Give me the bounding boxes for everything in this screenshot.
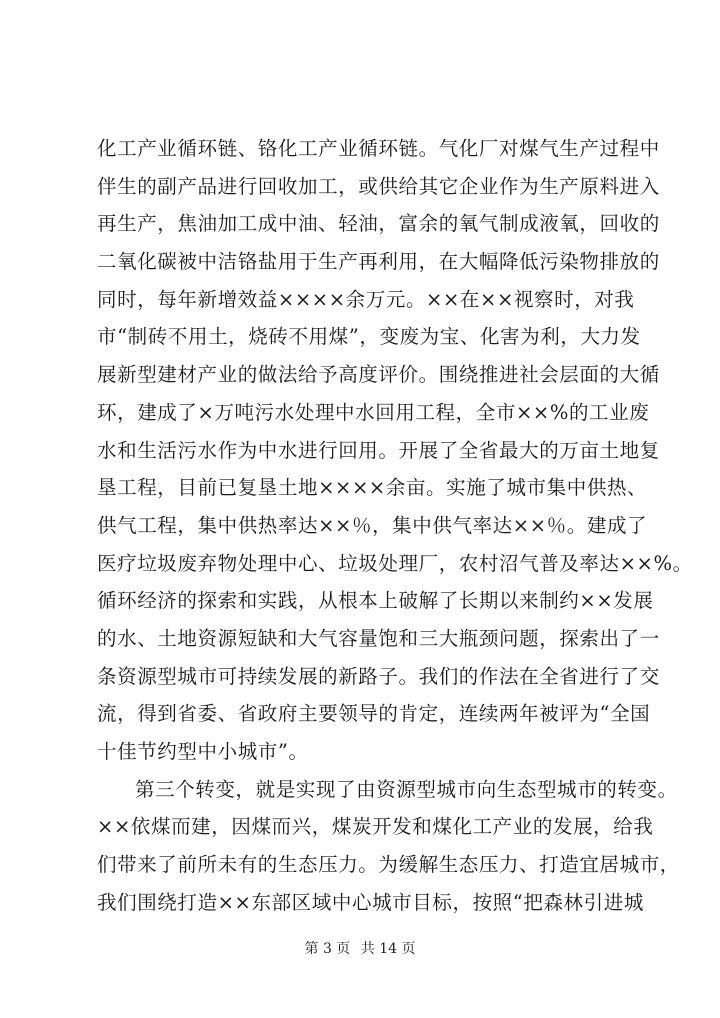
text-line: 循环经济的探索和实践，从根本上破解了长期以来制约××发展	[97, 589, 654, 613]
page-number: 第 3 页	[304, 941, 351, 957]
text-line: 市“制砖不用土，烧砖不用煤”，变废为宝、化害为利，大力发	[97, 325, 641, 349]
text-line: 医疗垃圾废弃物处理中心、垃圾处理厂，农村沼气普及率达××%。	[97, 551, 693, 575]
text-line: 水和生活污水作为中水进行回用。开展了全省最大的万亩土地复	[97, 438, 660, 462]
text-line: 再生产，焦油加工成中油、轻油，富余的氧气制成液氧，回收的	[97, 212, 660, 236]
text-line: 流，得到省委、省政府主要领导的肯定，连续两年被评为“全国	[97, 702, 651, 726]
text-line: 同时，每年新增效益××××余万元。××在××视察时，对我	[97, 287, 635, 311]
document-body	[97, 130, 693, 921]
text-line: 环，建成了×万吨污水处理中水回用工程，全市××%的工业废	[97, 400, 650, 424]
text-line: 们带来了前所未有的生态压力。为缓解生态压力、打造宜居城市，	[97, 853, 680, 877]
paragraph-first-line: 第三个转变，就是实现了由资源型城市向生态型城市的转变。	[135, 777, 678, 801]
text-line: 化工产业循环链、铬化工产业循环链。气化厂对煤气生产过程中	[97, 137, 660, 160]
text-line: 十佳节约型中小城市”。	[97, 740, 309, 763]
page-total: 共 14 页	[360, 941, 416, 957]
text-line: 的水、土地资源短缺和大气容量饱和三大瓶颈问题，探索出了一	[97, 626, 660, 650]
page-footer	[0, 939, 720, 959]
text-line: 我们围绕打造××东部区域中心城市目标，按照“把森林引进城	[97, 890, 644, 914]
text-line: 垦工程，目前已复垦土地××××余亩。实施了城市集中供热、	[97, 476, 648, 500]
text-line: ××依煤而建，因煤而兴，煤炭开发和煤化工产业的发展，给我	[97, 815, 654, 839]
text-line: 供气工程，集中供热率达××％，集中供气率达××％。建成了	[97, 513, 648, 537]
text-line: 条资源型城市可持续发展的新路子。我们的作法在全省进行了交	[97, 664, 660, 688]
text-line: 二氧化碳被中洁铬盐用于生产再利用，在大幅降低污染物排放的	[97, 250, 660, 274]
text-line: 展新型建材产业的做法给予高度评价。围绕推进社会层面的大循	[97, 363, 660, 387]
text-line: 伴生的副产品进行回收加工，或供给其它企业作为生产原料进入	[97, 174, 660, 198]
